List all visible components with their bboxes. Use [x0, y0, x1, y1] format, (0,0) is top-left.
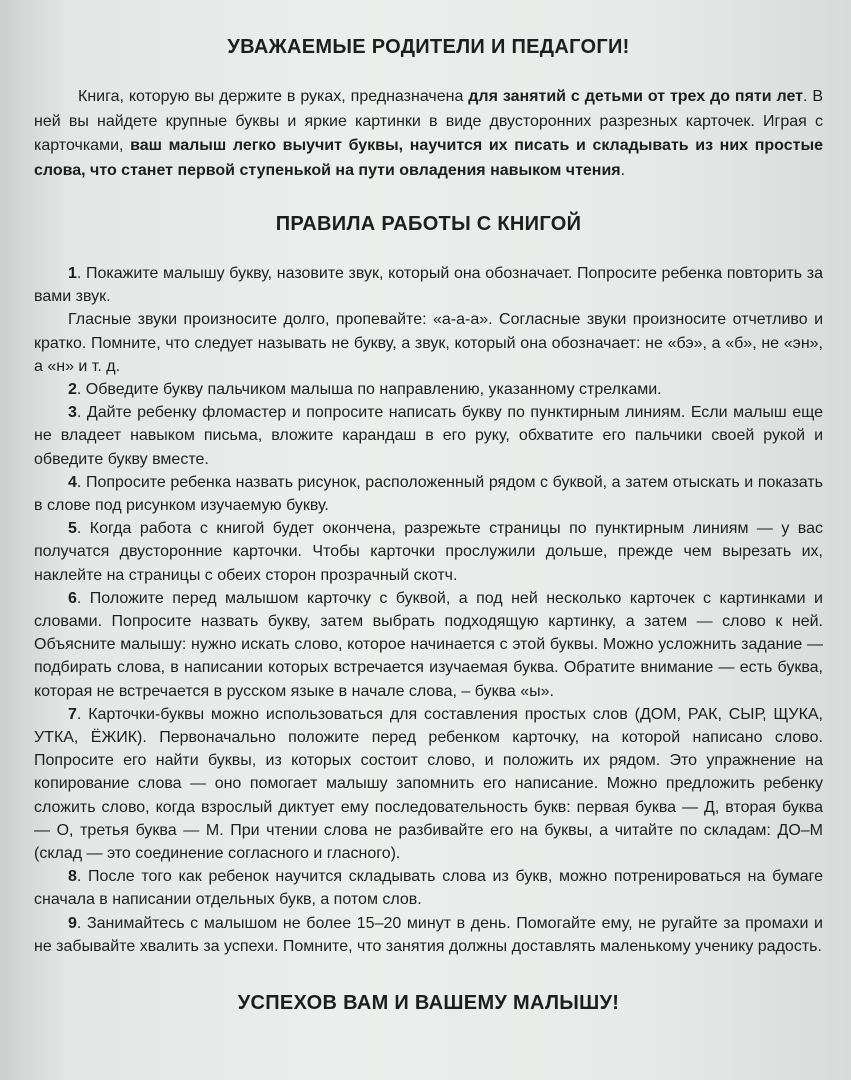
- rule-item: [34, 471, 823, 517]
- rule-number: 4: [68, 473, 77, 491]
- greeting-heading: УВАЖАЕМЫЕ РОДИТЕЛИ И ПЕДАГОГИ!: [227, 36, 630, 58]
- rule-text: . Обведите букву пальчиком малыша по направлению, указанному стрелками.: [76, 381, 662, 399]
- rule-item: [34, 912, 823, 958]
- rule-number: 8: [68, 868, 77, 886]
- rule-text: . Карточки-буквы можно использоваться для составления простых слов (ДОМ, РАК, СЫР, ЩУКА, УТКА, ЁЖИК). Первоначально положите перед ребенком карточку, на которой написано слово. Попросите его найти буквы, из которых состоит слово, и положить их рядом. Это упражнение на копирование слова — оно помогает малышу запомнить его написание. Можно предложить ребенку сложить слово, когда взрослый диктует ему последовательность букв: первая буква — Д, вторая буква — О, третья буква — М. При чтении слова не разбивайте его на буквы, а читайте по складам: ДО–М (склад — это соединение согласного и гласного).: [34, 705, 823, 863]
- closing-heading: УСПЕХОВ ВАМ И ВАШЕМУ МАЛЫШУ!: [237, 992, 620, 1015]
- rule-text: . Положите перед малышом карточку с буквой, а под ней несколько карточек с картинками и словами. Попросите назвать букву, затем выбрать подходящую картинку, а затем — слово к ней. Объясните малышу: нужно искать слово, которое начинается с этой буквы. Можно усложнить задание — подбирать слова, в написании которых встречается изучаемая буква. Обратите внимание — есть буква, которая не встречается в русском языке в начале слова, – буква «ы».: [34, 589, 823, 700]
- rule-number: 6: [68, 589, 77, 607]
- intro-paragraph: [34, 85, 823, 183]
- rule-number: 7: [68, 705, 77, 723]
- intro-bold-benefits: ваш малыш легко выучит буквы, научится их писать и складывать из них простые слова, что станет первой ступенькой на пути овладения навыком чтения: [34, 137, 824, 179]
- intro-text-1: Книга, которую вы держите в руках, предназначена: [78, 88, 469, 105]
- intro-text-3: .: [620, 161, 626, 179]
- rule-item: [34, 378, 823, 401]
- intro-bold-age: для занятий с детьми от трех до пяти лет: [468, 88, 803, 105]
- rule-number: 3: [68, 404, 77, 422]
- rule-text: . Покажите малышу букву, назовите звук, который она обозначает. Попросите ребенка повторить за вами звук.: [34, 265, 823, 306]
- rule-text: . Когда работа с книгой будет окончена, разрежьте страницы по пунктирным линиям — у вас получатся двусторонние карточки. Чтобы карточки прослужили дольше, прежде чем вырезать их, наклейте на страницы с обеих сторон прозрачный скотч.: [34, 520, 823, 584]
- rule-item: [34, 703, 823, 865]
- rule-item: [34, 865, 823, 911]
- rule-item: [34, 308, 823, 378]
- rule-text: . После того как ребенок научится складывать слова из букв, можно потренироваться на бумаге сначала в написании отдельных букв, а потом слов.: [34, 868, 823, 909]
- rule-text: . Попросите ребенка назвать рисунок, расположенный рядом с буквой, а затем отыскать и показать в слове под рисунком изучаемую букву.: [34, 473, 823, 515]
- rule-item: [34, 517, 823, 587]
- rule-text: Гласные звуки произносите долго, пропевайте: «а-а-а». Согласные звуки произносите отчетливо и кратко. Помните, что следует называть не букву, а звук, который она обозначает: не «бэ», а «б», не «эн», а «н» и т. д.: [34, 311, 823, 375]
- rule-text: . Дайте ребенку фломастер и попросите написать букву по пунктирным линиям. Если малыш еще не владеет навыком письма, вложите карандаш в его руку, обхватите его пальчики своей рукой и обведите букву вместе.: [34, 404, 823, 468]
- rule-text: . Занимайтесь с малышом не более 15–20 минут в день. Помогайте ему, не ругайте за промахи и не забывайте хвалить за успехи. Помните, что занятия должны доставлять маленькому ученику радость.: [34, 914, 823, 955]
- rule-item: [34, 587, 823, 703]
- rule-number: 2: [68, 381, 77, 399]
- rule-item: [34, 401, 823, 471]
- rule-number: 5: [68, 520, 77, 538]
- rules-list: [34, 262, 823, 958]
- rules-heading: ПРАВИЛА РАБОТЫ С КНИГОЙ: [275, 213, 582, 235]
- rule-item: [34, 262, 823, 308]
- rule-number: 1: [68, 265, 77, 282]
- rule-number: 9: [68, 914, 77, 932]
- intro-text-2: . В ней вы найдете крупные буквы и яркие картинки в виде двусторонних разрезных карточек. Играя с карточками,: [34, 88, 824, 154]
